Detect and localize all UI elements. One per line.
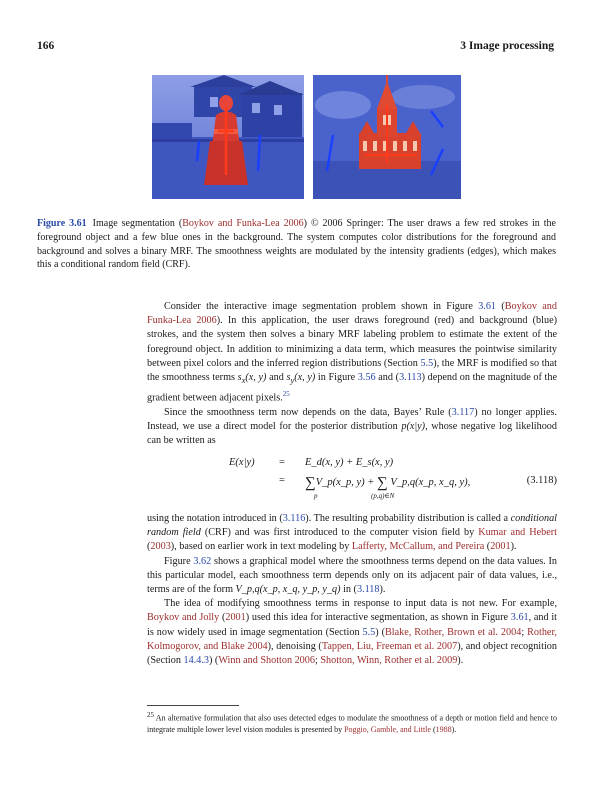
equation-rhs-line2: ∑V_p(x_p, y) + ∑ V_p,q(x_p, x_q, y), [305,475,471,491]
figure-ref[interactable]: 3.61 [510,612,529,624]
figure-label: Figure 3.61 [37,218,87,229]
footnote-divider [147,705,239,706]
citation-link[interactable]: Poggio, Gamble, and Little [344,724,431,734]
paragraph-1: Consider the interactive image segmentation problem shown in Figure 3.61 (Boykov and Funka-Lea 2006). In this application, the user draws foreground (red) and background (blue) strokes, and the system then solves a binary MRF labeling problem to estimate the extent of the foreground object. In addition to minimizing a data term, which measures the pointwise similarity between pixel colors and the inferred region distributions (Section 5.5), the MRF is modified so that the smoothness terms $s_x(x$, y) and $s_y(x$, y) in Figure 3.56 and (3.113) depend on the magnitude of the gradient between adjacent pixels.$^{25}$ Since the smoothness term now depends on the data, Bayes’ Rule (3.117) no longer applies. Instead, we use a direct model for the posterior distribution p(x|y), whose negative log likelihood can be written as [147,301,557,447]
citation-link[interactable]: Boykov and Funka-Lea 2006 [147,301,557,327]
citation-link[interactable]: Lafferty, McCallum, and Pereira [351,541,485,553]
figure-caption: Figure 3.61 Image segmentation (Boykov and Funka-Lea 2006) © 2006 Springer: The user draws a few red strokes in the foreground object and a few blue ones in the background. The system computes color distributions for the foreground and background and solves a binary MRF. The smoothness weights are modulated by the intensity gradients (edges), which makes this a conditional random field (CRF). [37,218,556,271]
footnote: $^{25}$ An alternative formulation that also uses detected edges to modulate the smoothness of a depth or motion field and hence to integrate multiple lower level vision modules is presented by Poggio, Gamble, and Little (1988). [147,711,557,734]
equation-rhs-line1: E_d(x, y) + E_s(x, y) [305,457,394,468]
citation-link[interactable]: Blake, Rother, Brown et al. 2004 [384,626,522,638]
figure-ref[interactable]: 3.56 [357,372,376,384]
section-ref[interactable]: 5.5 [420,357,434,369]
equation-ref[interactable]: 3.113 [399,372,422,384]
citation-link[interactable]: Winn and Shotton 2006 [218,655,315,667]
figure-ref[interactable]: 3.61 [478,301,497,312]
equation-number: (3.118) [526,475,557,486]
equation-3-118: E(x|y) = E_d(x, y) + E_s(x, y) = ∑V_p(x_p, y) + ∑ V_p,q(x_p, x_q, y), p (p,q)∈N (3.118) [229,457,557,500]
figure-ref[interactable]: 3.62 [193,555,212,567]
citation-link[interactable]: Tappen, Liu, Freeman et al. 2007 [321,640,458,652]
equation-ref[interactable]: 3.116 [282,513,306,524]
citation-link[interactable]: Rother, Kolmogorov, and Blake 2004 [147,626,557,652]
section-ref[interactable]: 14.4.3 [183,655,209,667]
paragraph-3: using the notation introduced in (3.116). The resulting probability distribution is called a conditional random field (CRF) and was first introduced to the computer vision field by Kumar and Hebert (2003), based on earlier work in text modeling by Lafferty, McCallum, and Pereira (2001). Figure 3.62 shows a graphical model where the smoothness terms depend on the data values. In this particular model, each smoothness term depends only on its adjacent pair of data values, i.e., terms are of the form V_p,q(x_p, x_q, y_p, y_q) in (3.118). The idea of modifying smoothness terms in response to input data is not new. For example, Boykov and Jolly (2001) used this idea for interactive segmentation, as shown in Figure 3.61, and it is now widely used in image segmentation (Section 5.5) (Blake, Rother, Brown et al. 2004; Rother, Kolmogorov, and Blake 2004), denoising (Tappen, Liu, Freeman et al. 2007), and object recognition (Section 14.4.3) (Winn and Shotton 2006; Shotton, Winn, Rother et al. 2009). [147,513,557,667]
page-number: 166 [37,40,55,52]
figure-woman-segmentation [152,75,304,199]
equation-ref[interactable]: 3.118 [356,584,380,596]
footnote-number: 25 [147,711,154,719]
citation-link[interactable]: Kumar and Hebert [478,527,557,539]
equation-ref[interactable]: 3.117 [451,406,475,418]
figure-church-segmentation [313,75,461,199]
running-header: 3 Image processing [460,40,554,52]
equation-lhs: E(x|y) [229,457,255,468]
citation-link[interactable]: Boykov and Funka-Lea 2006 [182,218,304,229]
section-ref[interactable]: 5.5 [362,626,376,638]
citation-link[interactable]: Boykov and Jolly [147,612,220,624]
citation-link[interactable]: Shotton, Winn, Rother et al. 2009 [320,655,458,667]
footnote-ref[interactable]: 25 [282,390,290,399]
